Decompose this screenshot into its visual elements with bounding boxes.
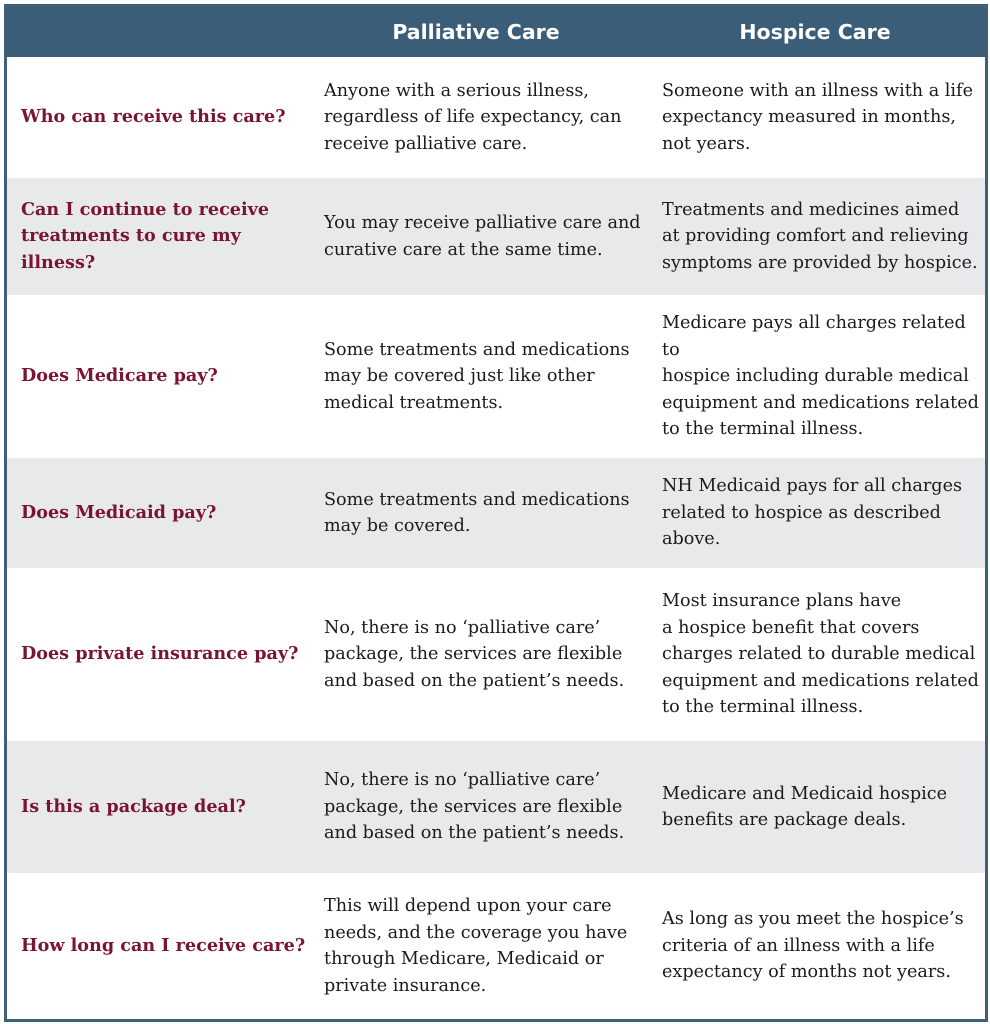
row-question: Can I continue to receive treatments to cure my illness? [21,198,270,273]
header-palliative-care: Palliative Care [392,20,560,44]
row-hospice-answer: Someone with an illness with a life expectancy measured in months, not years. [662,80,973,154]
row-question: Does private insurance pay? [21,643,299,665]
header-hospice-care: Hospice Care [739,20,891,44]
row-question: Does Medicare pay? [21,365,218,387]
table-row [7,458,985,568]
row-palliative-answer: No, there is no ‘palliative care’ package, the services are flexible and based on the patient’s needs. [324,770,625,844]
row-palliative-answer: This will depend upon your care needs, and the coverage you have through Medicare, Medicaid or private insurance. [324,896,628,996]
table-row [7,295,985,458]
comparison-table [4,4,988,1022]
table-header [7,7,985,57]
row-hospice-answer: Medicare pays all charges related to hospice including durable medical equipment and medications related to the terminal illness. [662,313,979,440]
row-hospice-answer: NH Medicaid pays for all charges related to hospice as described above. [662,476,963,550]
row-question: Does Medicaid pay? [21,501,217,523]
table-row [7,57,985,178]
row-hospice-answer: Treatments and medicines aimed at providing comfort and relieving symptoms are provided by hospice. [662,199,978,273]
row-hospice-answer: As long as you meet the hospice’s criteria of an illness with a life expectancy of months not years. [662,909,964,983]
row-question: Is this a package deal? [21,795,246,817]
row-palliative-answer: No, there is no ‘palliative care’ package, the services are flexible and based on the patient’s needs. [324,617,625,691]
row-palliative-answer: Some treatments and medications may be covered just like other medical treatments. [324,339,630,413]
row-palliative-answer: Some treatments and medications may be covered. [324,489,630,536]
row-question: Who can receive this care? [21,106,286,128]
table-row [7,873,985,1019]
table-row [7,741,985,873]
row-palliative-answer: You may receive palliative care and curative care at the same time. [324,213,641,260]
table-row [7,568,985,741]
row-question: How long can I receive care? [21,934,306,956]
row-hospice-answer: Medicare and Medicaid hospice benefits are package deals. [662,783,947,830]
row-palliative-answer: Anyone with a serious illness, regardless of life expectancy, can receive palliative care. [324,80,622,154]
row-hospice-answer: Most insurance plans have a hospice benefit that covers charges related to durable medical equipment and medications related to the terminal illness. [662,591,979,718]
table-row [7,178,985,295]
